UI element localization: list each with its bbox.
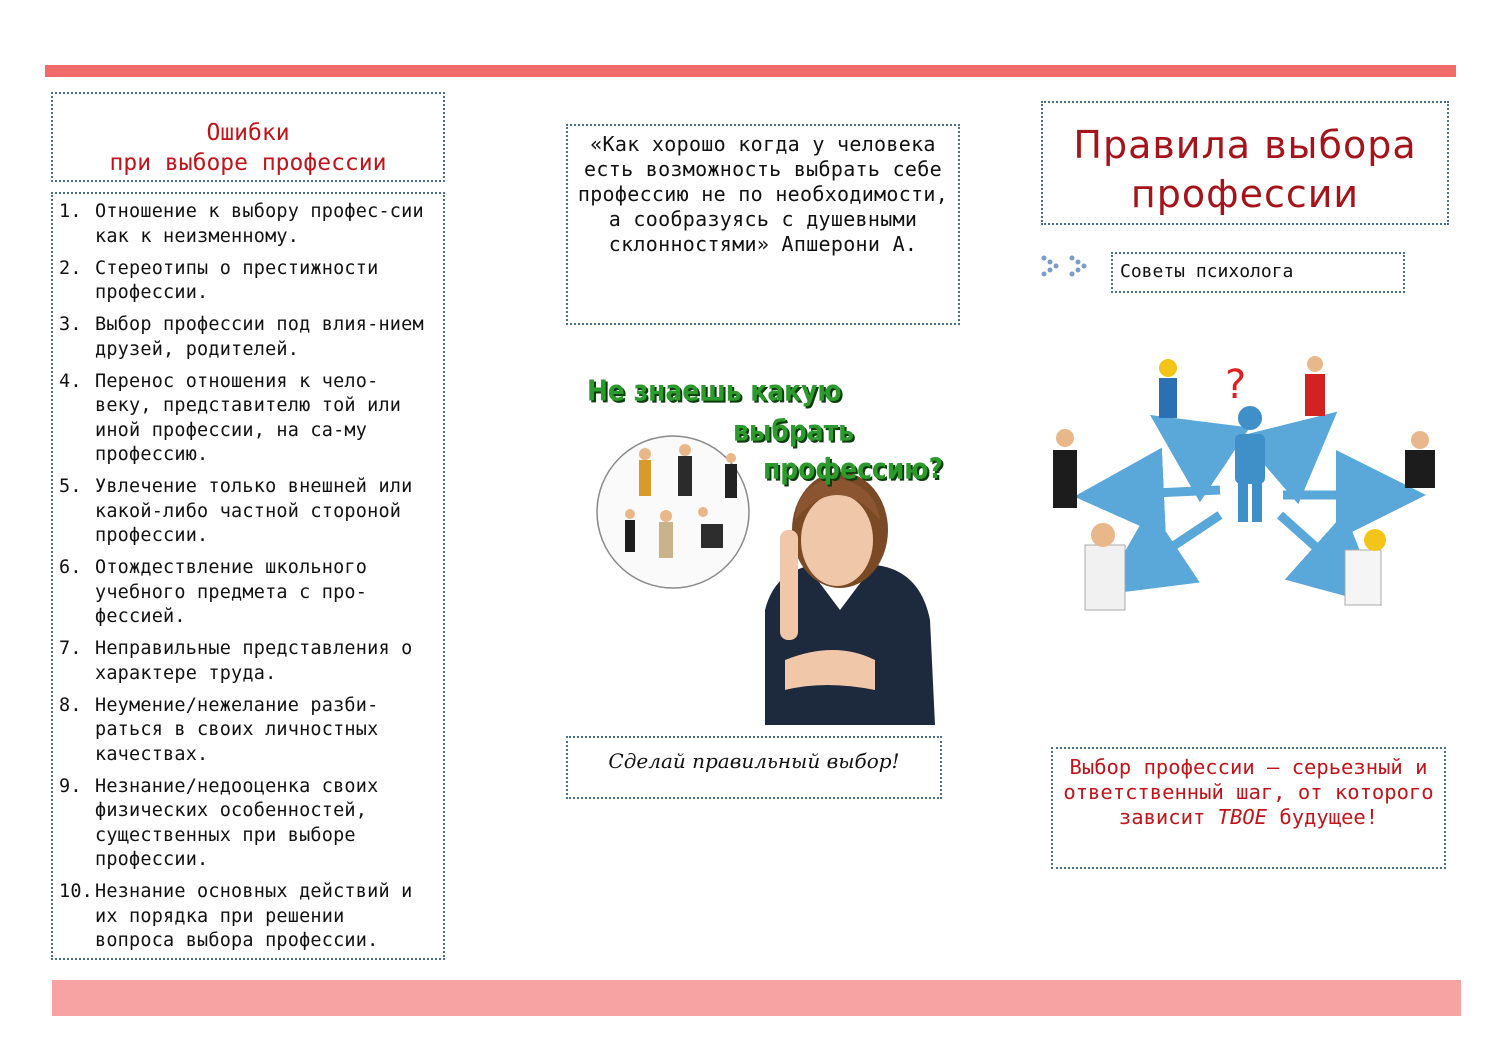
list-item bbox=[59, 313, 435, 362]
advice-label: Советы психолога bbox=[1120, 261, 1294, 282]
list-item bbox=[59, 637, 435, 686]
question-mark-icon: ? bbox=[1225, 362, 1247, 408]
list-item-text: Перенос отношения к чело-веку, представителю той или иной профессии, на са-му профессию. bbox=[95, 370, 402, 465]
list-item-number: 5. bbox=[59, 476, 82, 497]
list-item-text: Стереотипы о престижности профессии. bbox=[95, 257, 379, 303]
list-item-number: 1. bbox=[59, 201, 82, 222]
rules-title-box bbox=[1041, 101, 1449, 225]
list-item-number: 8. bbox=[59, 694, 82, 716]
warning-box bbox=[1051, 747, 1446, 869]
headline-line-1: Не знаешь какую bbox=[587, 373, 842, 408]
list-item bbox=[59, 694, 435, 768]
mistakes-list-box bbox=[51, 192, 445, 960]
center-person-icon bbox=[1235, 406, 1265, 522]
bottom-decor-bar bbox=[52, 980, 1461, 1016]
list-item-text: Незнание основных действий и их порядка при решении вопроса выбора профессии. bbox=[95, 881, 413, 951]
warning-emphasis: ТВОЕ bbox=[1217, 805, 1268, 829]
list-item bbox=[59, 370, 435, 468]
list-item-text: Неправильные представления о характере труда. bbox=[95, 638, 413, 684]
quote-box bbox=[566, 124, 960, 325]
mistakes-title-box bbox=[51, 92, 445, 182]
rules-title: Правила выбора профессии bbox=[1073, 123, 1417, 216]
headline-line-3: профессию? bbox=[763, 451, 944, 486]
list-item bbox=[59, 880, 435, 954]
list-item bbox=[59, 257, 435, 306]
list-item-number: 3. bbox=[59, 314, 82, 335]
career-choice-diagram bbox=[1045, 350, 1465, 620]
cta-box bbox=[566, 736, 942, 799]
list-item-text: Увлечение только внешней или какой-либо частной стороной профессии. bbox=[95, 476, 413, 546]
list-item bbox=[59, 475, 435, 549]
quote-text: «Как хорошо когда у человека есть возможность выбрать себе профессию не по необходимости, а сообразуясь с душевными склонностями» Апшерони А. bbox=[577, 132, 949, 256]
list-item-number: 9. bbox=[59, 775, 82, 797]
list-item-number: 2. bbox=[59, 257, 82, 279]
list-item-number: 4. bbox=[59, 370, 82, 392]
list-item-number: 10. bbox=[59, 881, 94, 902]
list-item-text: Отношение к выбору профес-сии как к неизменному. bbox=[95, 201, 424, 247]
warning-text bbox=[1053, 755, 1444, 830]
headline bbox=[585, 368, 945, 498]
top-decor-bar bbox=[45, 65, 1456, 77]
list-item bbox=[59, 200, 435, 249]
cta-text: Сделай правильный выбор! bbox=[608, 749, 900, 773]
list-item-number: 7. bbox=[59, 638, 82, 659]
mistakes-title: Ошибки при выборе профессии bbox=[109, 120, 387, 176]
list-item-text: Неумение/нежелание разби-раться в своих личностных качествах. bbox=[95, 694, 379, 765]
list-item bbox=[59, 775, 435, 873]
chevrons-icon bbox=[1040, 252, 1100, 280]
headline-line-2: выбрать bbox=[733, 413, 854, 448]
mistakes-list bbox=[59, 200, 435, 954]
list-item-text: Выбор профессии под влия-нием друзей, родителей. bbox=[95, 314, 424, 360]
list-item-text: Незнание/недооценка своих физических особенностей, существенных при выборе профессии. bbox=[95, 775, 379, 870]
advice-label-box bbox=[1111, 252, 1405, 293]
girl-figure bbox=[765, 472, 935, 725]
list-item-number: 6. bbox=[59, 557, 82, 578]
list-item bbox=[59, 556, 435, 630]
warning-text-before: Выбор профессии – серьезный и ответственный шаг, от которого зависит bbox=[1063, 755, 1434, 829]
warning-text-after: будущее! bbox=[1267, 805, 1379, 829]
list-item-text: Отождествление школьного учебного предмета с про-фессией. bbox=[95, 557, 368, 627]
